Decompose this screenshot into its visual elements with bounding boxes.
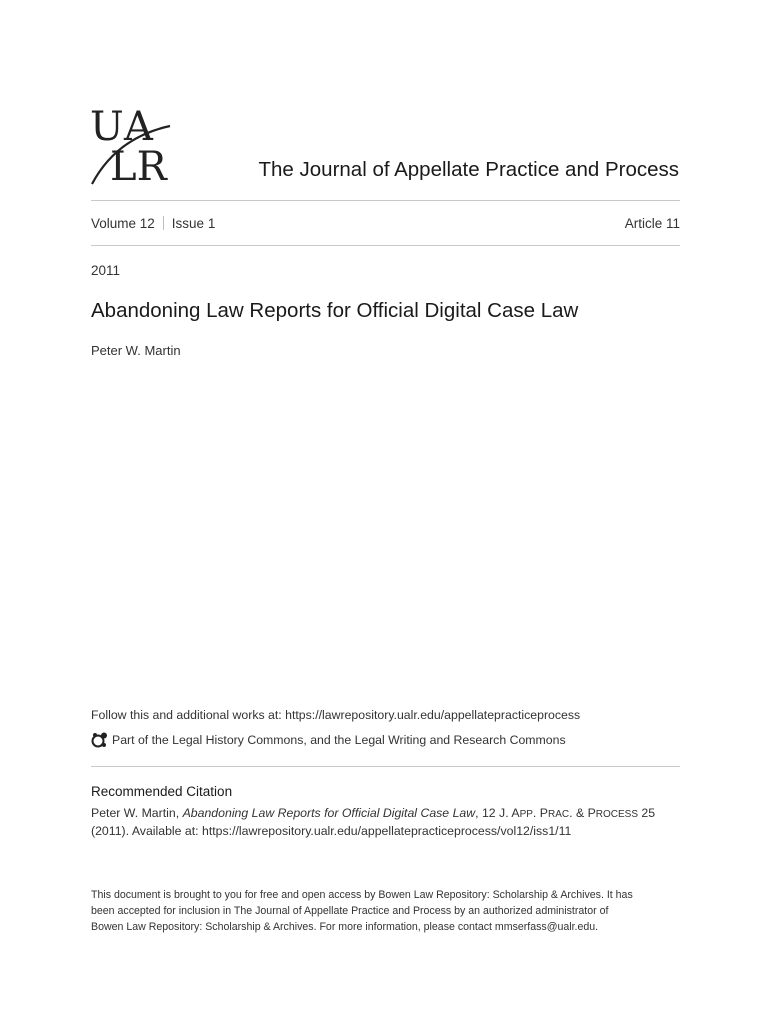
divider bbox=[91, 200, 680, 201]
svg-text:U: U bbox=[90, 104, 124, 150]
network-icon bbox=[91, 731, 109, 749]
svg-text:LR: LR bbox=[110, 144, 167, 186]
follow-link[interactable]: Follow this and additional works at: https://lawrepository.ualr.edu/appellatepracticeprocess bbox=[91, 708, 581, 722]
volume-link[interactable]: Volume 12 bbox=[91, 216, 155, 231]
article-title: Abandoning Law Reports for Official Digital Case Law bbox=[91, 299, 579, 322]
commons-links[interactable]: Part of the Legal History Commons, and the Legal Writing and Research Commons bbox=[112, 733, 566, 747]
issue-link[interactable]: Issue 1 bbox=[171, 216, 216, 231]
notice-line: been accepted for inclusion in The Journal of Appellate Practice and Process by an authorized administrator of bbox=[91, 905, 609, 917]
citation-title: Abandoning Law Reports for Official Digital Case Law bbox=[182, 806, 476, 820]
author-name: Peter W. Martin bbox=[91, 343, 181, 358]
divider bbox=[91, 245, 680, 246]
citation-line: Peter W. Martin, Abandoning Law Reports for Official Digital Case Law, 12 J. APP. PRAC. & PROCESS 25 bbox=[91, 806, 656, 820]
article-number: Article 11 bbox=[624, 216, 680, 231]
journal-title: The Journal of Appellate Practice and Process bbox=[258, 158, 679, 181]
citation-block bbox=[91, 805, 681, 839]
citation-available-link[interactable]: Available at: https://lawrepository.ualr.edu/appellatepracticeprocess/vol12/iss1/11 bbox=[131, 824, 572, 838]
volume-issue bbox=[91, 216, 215, 231]
citation-year: (2011). bbox=[91, 824, 130, 838]
notice-line: This document is brought to you for free and open access by Bowen Law Repository: Scholarship & Archives. It has bbox=[91, 889, 633, 901]
recommended-citation-heading: Recommended Citation bbox=[91, 784, 233, 799]
publication-year: 2011 bbox=[91, 263, 121, 278]
divider bbox=[91, 766, 680, 767]
access-notice bbox=[91, 887, 683, 935]
separator bbox=[163, 216, 164, 230]
notice-line: Bowen Law Repository: Scholarship & Archives. For more information, please contact mmserfass@ualr.edu. bbox=[91, 921, 599, 933]
ualr-logo bbox=[88, 104, 174, 186]
svg-text:A: A bbox=[124, 104, 153, 150]
part-of-commons bbox=[91, 731, 566, 749]
